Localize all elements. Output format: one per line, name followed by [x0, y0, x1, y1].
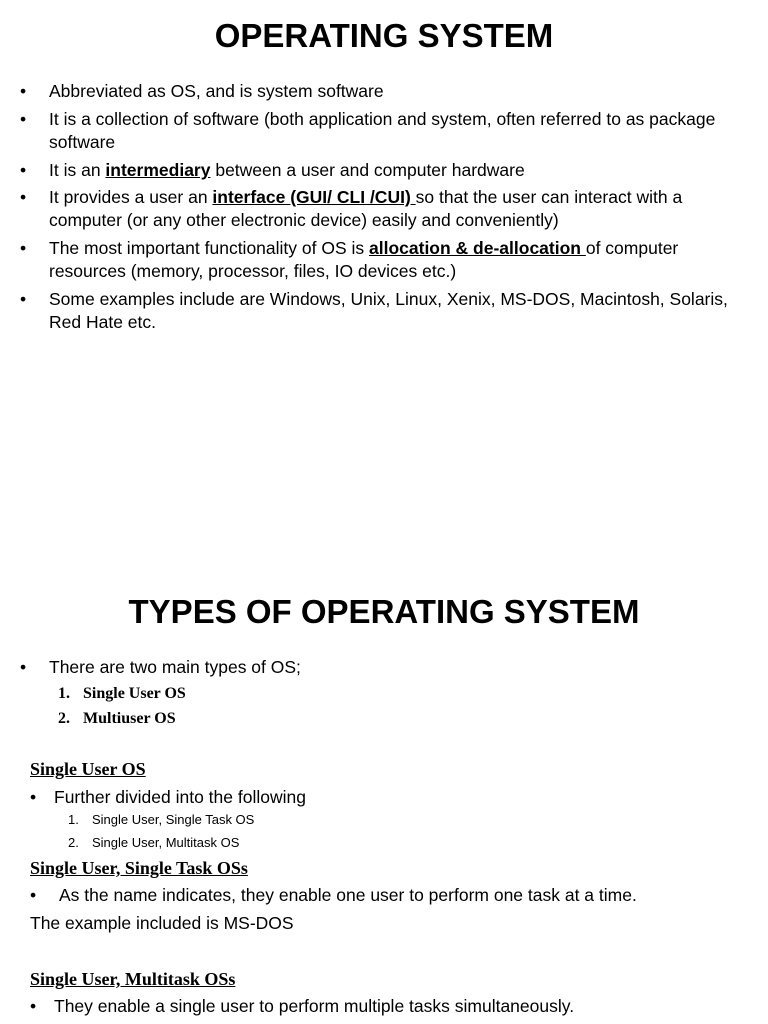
bullet-text: It is a collection of software (both application and system, often referred to as package software — [49, 109, 716, 152]
numbered-item: 2. Multiuser OS — [58, 710, 176, 727]
bullet-text: The most important functionality of OS is allocation & de-allocation of computer resources (memory, processor, files, IO devices etc.) — [49, 238, 679, 281]
bullet-text: Further divided into the following — [54, 787, 306, 807]
list-item — [30, 995, 760, 1018]
subsection-heading: Single User OS — [30, 759, 146, 779]
list-item — [20, 237, 750, 283]
subsection-heading: Single User, Multitask OSs — [30, 969, 236, 989]
list-item — [20, 159, 750, 182]
subsection-heading: Single User, Single Task OSs — [30, 858, 248, 878]
list-item — [20, 108, 750, 154]
list-item — [20, 288, 750, 334]
bullet-icon: • — [20, 160, 27, 180]
list-item — [30, 786, 760, 809]
numbered-item: 2. Single User, Multitask OS — [68, 835, 240, 850]
bullet-icon: • — [20, 238, 27, 258]
list-item — [20, 80, 750, 103]
numbered-item: 1. Single User OS — [58, 685, 186, 702]
example-text: The example included is MS-DOS — [30, 913, 294, 933]
bullet-text: As the name indicates, they enable one user to perform one task at a time. — [59, 885, 637, 905]
bullet-icon: • — [20, 289, 27, 309]
bullet-icon: • — [30, 885, 37, 905]
bullet-text: There are two main types of OS; — [49, 657, 301, 677]
bullet-icon: • — [30, 787, 37, 807]
list-item — [30, 884, 760, 907]
bullet-icon: • — [20, 657, 27, 677]
list-item — [20, 656, 750, 679]
section-title: TYPES OF OPERATING SYSTEM — [128, 593, 640, 630]
emphasis-term: allocation & de-allocation — [369, 238, 586, 258]
numbered-item: 1. Single User, Single Task OS — [68, 812, 255, 827]
bullet-text: They enable a single user to perform multiple tasks simultaneously. — [54, 996, 575, 1016]
bullet-text: It provides a user an interface (GUI/ CLI /CUI) so that the user can interact with a computer (or any other electronic device) easily and conveniently) — [49, 187, 683, 230]
list-item — [20, 186, 750, 232]
bullet-text: Some examples include are Windows, Unix, Linux, Xenix, MS-DOS, Macintosh, Solaris, Red Hate etc. — [49, 289, 728, 332]
bullet-icon: • — [30, 996, 37, 1016]
bullet-icon: • — [20, 109, 27, 129]
bullet-icon: • — [20, 187, 27, 207]
emphasis-term: intermediary — [105, 160, 211, 180]
emphasis-term: interface (GUI/ CLI /CUI) — [212, 187, 416, 207]
page-title: OPERATING SYSTEM — [214, 17, 554, 54]
bullet-text: Abbreviated as OS, and is system software — [49, 81, 384, 101]
bullet-icon: • — [20, 81, 27, 101]
bullet-text: It is an intermediary between a user and computer hardware — [49, 160, 525, 180]
